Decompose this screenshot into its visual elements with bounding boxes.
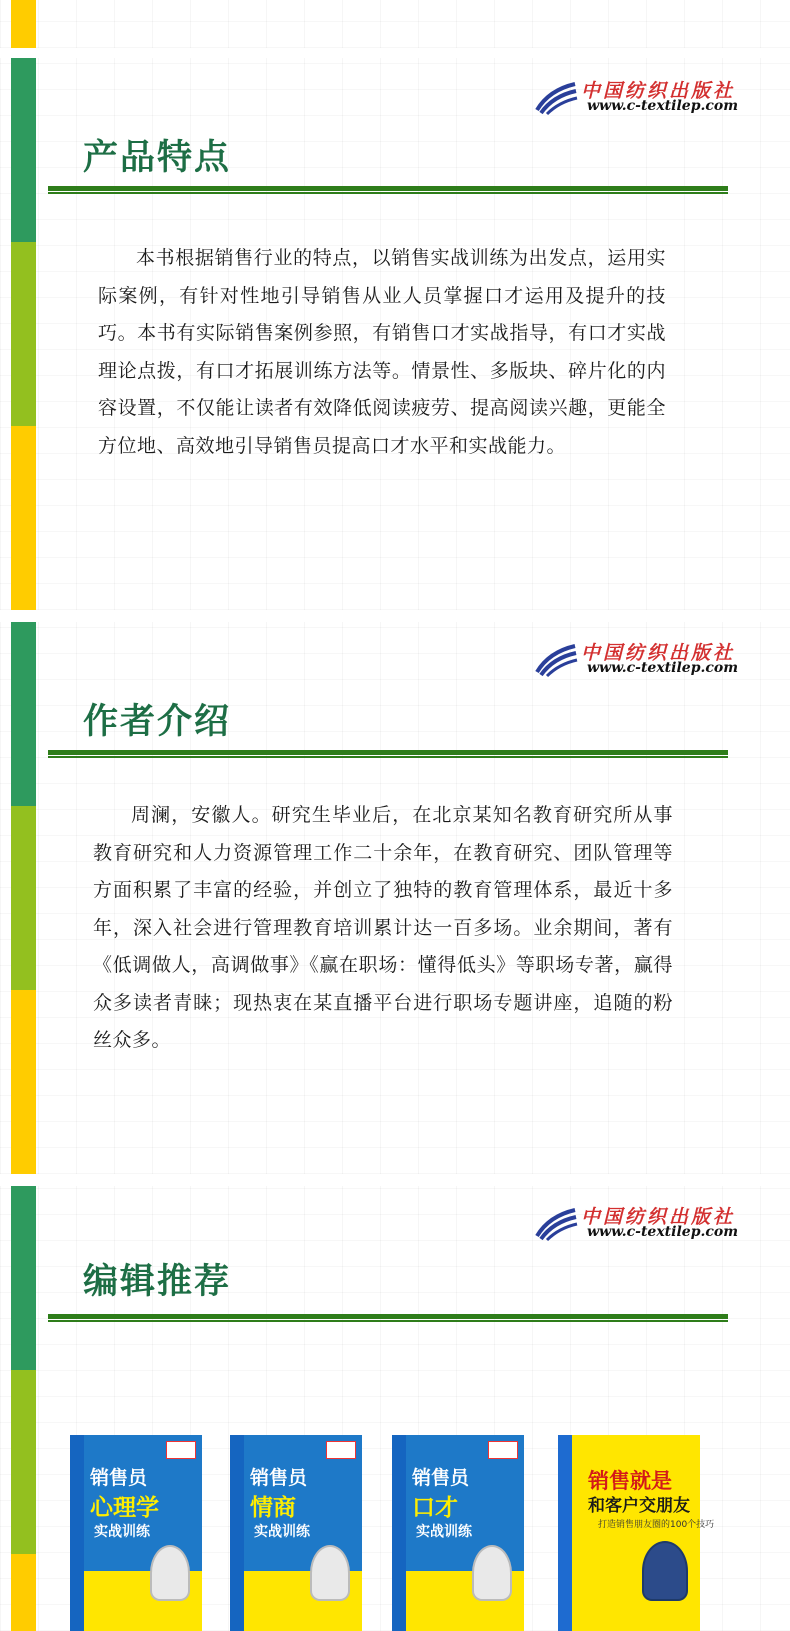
book-title-line1: 销售员	[90, 1467, 148, 1489]
book-title-line2: 口才	[412, 1495, 458, 1521]
section-title: 编辑推荐	[83, 1261, 232, 1302]
section-title: 产品特点	[83, 137, 232, 178]
side-stripe-green	[11, 1186, 36, 1370]
book-cover-psychology[interactable]	[70, 1435, 202, 1631]
side-stripe-green	[11, 58, 36, 242]
side-stripe-yellow	[11, 426, 36, 610]
section-title: 作者介绍	[83, 701, 232, 742]
section-author	[0, 622, 790, 1174]
publisher-wave-icon	[535, 642, 577, 676]
publisher-name: 中国纺织出版社	[581, 1206, 736, 1228]
section-product-features	[0, 58, 790, 610]
publisher-wave-icon	[535, 1206, 577, 1240]
publisher-url[interactable]: www.c-textilep.com	[587, 98, 739, 114]
book-title-line2: 情商	[250, 1495, 296, 1521]
title-underline	[48, 1314, 728, 1322]
book-spine	[558, 1435, 572, 1631]
publisher-name: 中国纺织出版社	[581, 642, 736, 664]
section-body: 本书根据销售行业的特点，以销售实战训练为出发点，运用实际案例，有针对性地引导销售从业人员掌握口才运用及提升的技巧。本书有实际销售案例参照，有销售口才实战指导，有口才实战理论点拨，有口才拓展训练方法等。情景性、多版块、碎片化的内容设置，不仅能让读者有效降低阅读疲劳、提高阅读兴趣，更能全方位地、高效地引导销售员提高口才水平和实战能力。	[98, 247, 666, 457]
top-panel-remnant	[0, 0, 790, 48]
book-series-tag	[166, 1441, 196, 1459]
side-stripe-yellow	[11, 0, 36, 48]
book-spine	[392, 1435, 406, 1631]
side-stripe-lime	[11, 1370, 36, 1554]
book-title-line1: 销售就是	[588, 1469, 672, 1493]
book-title-line2: 心理学	[90, 1495, 159, 1521]
publisher-logo	[535, 638, 755, 680]
book-cover-friends[interactable]	[558, 1435, 715, 1631]
book-title-line3: 打造销售朋友圈的100个技巧	[598, 1520, 715, 1530]
book-title-line1: 销售员	[412, 1467, 470, 1489]
book-title-line1: 销售员	[250, 1467, 308, 1489]
book-title-line3: 实战训练	[416, 1524, 472, 1540]
book-cover-eloquence[interactable]	[392, 1435, 524, 1631]
side-stripe-green	[11, 622, 36, 806]
side-stripe-lime	[11, 806, 36, 990]
publisher-wave-icon	[535, 80, 577, 114]
book-figure-illustration	[310, 1545, 350, 1601]
side-stripe-yellow	[11, 1554, 36, 1631]
book-figure-illustration	[150, 1545, 190, 1601]
section-body: 周澜，安徽人。研究生毕业后，在北京某知名教育研究所从事教育研究和人力资源管理工作二十余年，在教育研究、团队管理等方面积累了丰富的经验，并创立了独特的教育管理体系，最近十多年，深入社会进行管理教育培训累计达一百多场。业余期间，著有《低调做人，高调做事》《赢在职场：懂得低头》等职场专著，赢得众多读者青睐；现热衷在某直播平台进行职场专题讲座，追随的粉丝众多。	[93, 804, 673, 1051]
publisher-url[interactable]: www.c-textilep.com	[587, 1224, 739, 1240]
book-spine	[70, 1435, 84, 1631]
book-series-tag	[326, 1441, 356, 1459]
book-series-tag	[488, 1441, 518, 1459]
title-underline	[48, 750, 728, 758]
recommended-books	[70, 1435, 740, 1631]
title-underline	[48, 186, 728, 194]
book-figure-illustration	[642, 1541, 688, 1601]
book-cover-eq[interactable]	[230, 1435, 362, 1631]
side-stripe-yellow	[11, 990, 36, 1174]
publisher-name: 中国纺织出版社	[581, 80, 736, 102]
book-spine	[230, 1435, 244, 1631]
publisher-logo	[535, 76, 755, 118]
book-title-line3: 实战训练	[94, 1524, 150, 1540]
book-title-line2: 和客户交朋友	[588, 1496, 690, 1516]
publisher-logo	[535, 1202, 755, 1244]
publisher-url[interactable]: www.c-textilep.com	[587, 660, 739, 676]
side-stripe-lime	[11, 242, 36, 426]
book-title-line3: 实战训练	[254, 1524, 310, 1540]
book-figure-illustration	[472, 1545, 512, 1601]
